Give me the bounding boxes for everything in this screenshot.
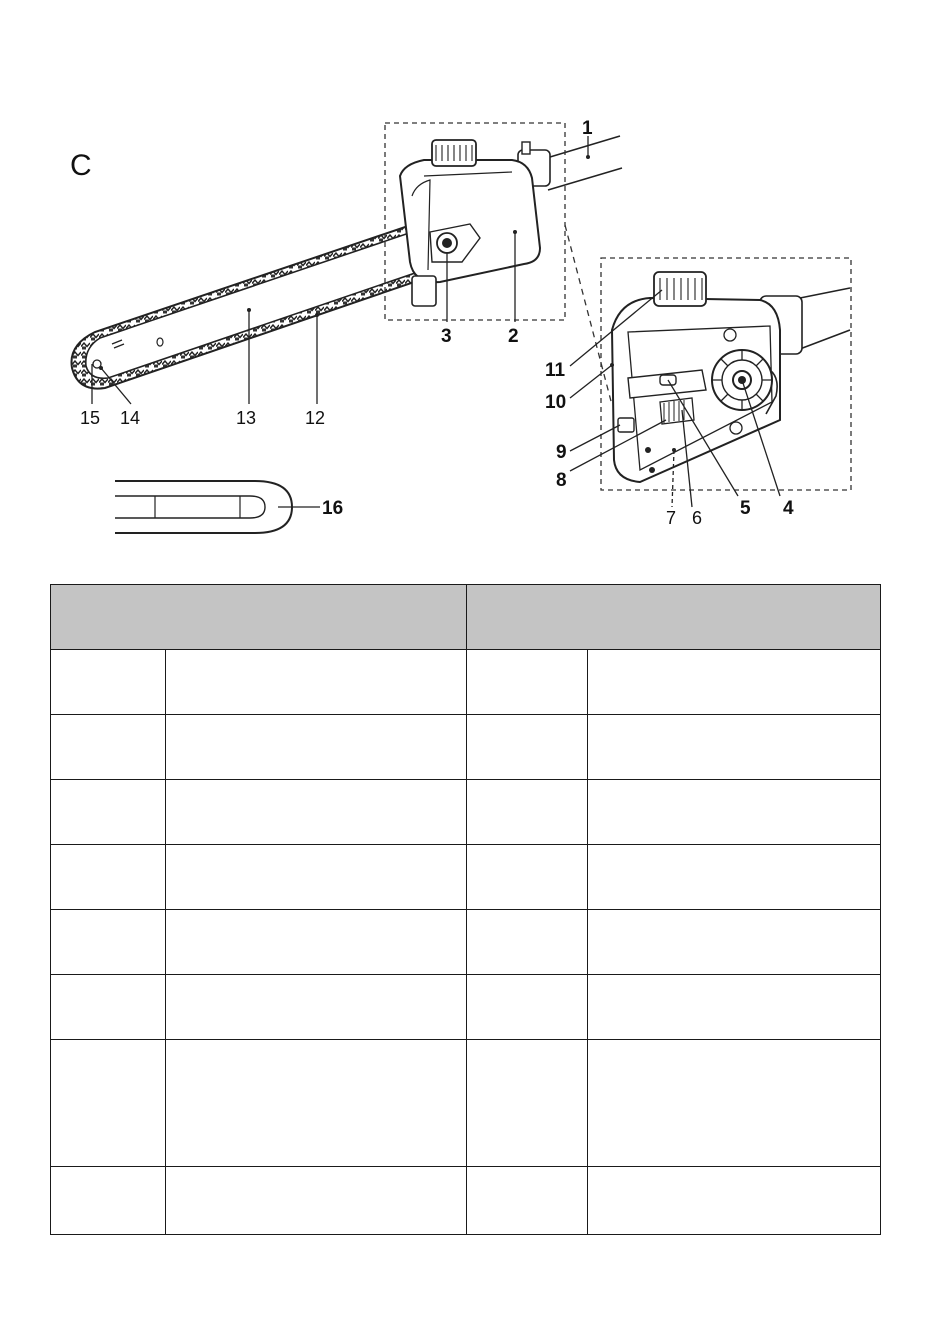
callout-14: 14 (120, 408, 141, 428)
table-cell (588, 975, 881, 1040)
table-row (51, 845, 881, 910)
callout-10: 10 (545, 392, 567, 413)
table-cell (166, 910, 467, 975)
table-cell (166, 845, 467, 910)
table-cell (166, 650, 467, 715)
table-cell (588, 1040, 881, 1167)
bar-tip-detail (115, 481, 292, 533)
table-cell (467, 715, 588, 780)
table-row (51, 650, 881, 715)
table-cell (51, 1040, 166, 1167)
guide-bar (71, 222, 420, 389)
table-cell (51, 910, 166, 975)
table-cell (166, 715, 467, 780)
callout-13: 13 (236, 408, 257, 428)
callout-2: 2 (508, 326, 519, 347)
table-cell (51, 975, 166, 1040)
table-cell (166, 1040, 467, 1167)
table-cell (467, 910, 588, 975)
table-row (51, 910, 881, 975)
callout-7: 7 (666, 508, 677, 528)
table-cell (467, 845, 588, 910)
table-cell (588, 650, 881, 715)
table-cell (51, 780, 166, 845)
table-cell (467, 650, 588, 715)
callout-9: 9 (556, 442, 567, 463)
table-cell (588, 1167, 881, 1235)
chainsaw-head (400, 136, 622, 306)
chainsaw-detail (612, 272, 850, 482)
table-cell (588, 780, 881, 845)
callout-12: 12 (305, 408, 326, 428)
table-row (51, 1167, 881, 1235)
callout-3: 3 (441, 326, 452, 347)
table-cell (467, 1040, 588, 1167)
table-cell (467, 1167, 588, 1235)
callout-16: 16 (322, 498, 344, 519)
table-cell (467, 780, 588, 845)
table-cell (51, 1167, 166, 1235)
table-cell (588, 845, 881, 910)
callout-6: 6 (692, 508, 703, 528)
table-cell (467, 975, 588, 1040)
table-cell (51, 845, 166, 910)
table-row (51, 975, 881, 1040)
callout-11: 11 (545, 360, 566, 381)
table-cell (588, 715, 881, 780)
table-cell (166, 1167, 467, 1235)
chainsaw-diagram (0, 0, 933, 560)
table-header-row (51, 585, 881, 650)
table-header-right (467, 585, 881, 650)
table-cell (51, 715, 166, 780)
table-cell (166, 780, 467, 845)
callout-1: 1 (582, 118, 593, 139)
table-row (51, 715, 881, 780)
table-cell (166, 975, 467, 1040)
figure-letter: C (70, 149, 92, 182)
parts-table (50, 584, 881, 1235)
table-cell (51, 650, 166, 715)
table-row (51, 780, 881, 845)
callout-4: 4 (783, 498, 794, 519)
callout-5: 5 (740, 498, 751, 519)
table-cell (588, 910, 881, 975)
table-header-left (51, 585, 467, 650)
table-row (51, 1040, 881, 1167)
callout-8: 8 (556, 470, 567, 491)
callout-15: 15 (80, 408, 101, 428)
